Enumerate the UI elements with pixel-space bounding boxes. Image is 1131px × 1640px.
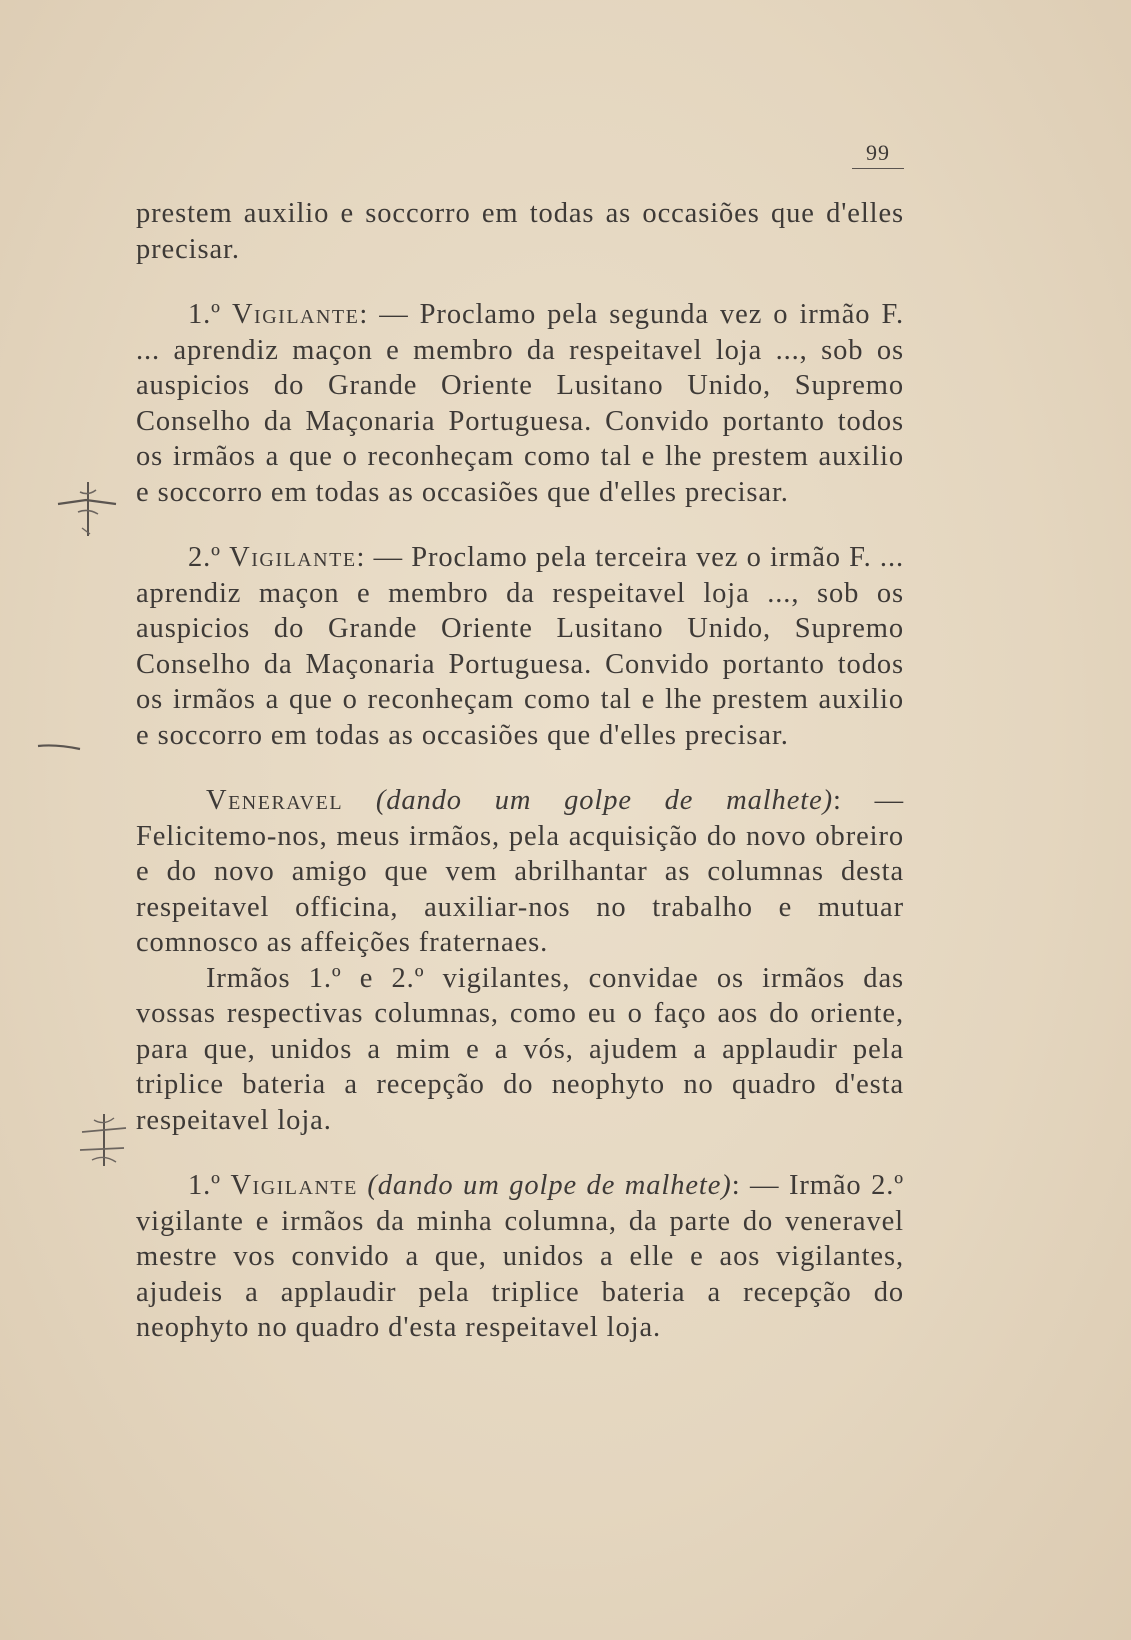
paragraph-continuation bbox=[136, 196, 904, 267]
stage-direction: (dando um golpe de malhete) bbox=[375, 785, 834, 816]
paragraph-vigilantes-invitation bbox=[136, 961, 904, 1139]
separator: : — bbox=[731, 1170, 789, 1201]
speaker-name: Veneravel bbox=[206, 785, 344, 816]
paragraph-first-vigilant-applause bbox=[136, 1168, 904, 1346]
paragraph-text: Proclamo pela terceira vez o irmão F. ... aprendiz maçon e membro da respeitavel loja ..., sob os auspicios do Grande Oriente Lusitano Unido, Supremo Conselho da Maçonaria Portuguesa. Convido portanto todos os irmãos a que o reconheçam como tal e lhe prestem auxilio e soccorro em todas as occasiões que d'elles precisar. bbox=[136, 542, 904, 751]
margin-ornament-icon bbox=[74, 1110, 132, 1170]
paragraph-text: Felicitemo-nos, meus irmãos, pela acquisição do novo obreiro e do novo amigo que vem abrilhantar as columnas desta respeitavel officina, auxiliar-nos no trabalho e mutuar comnosco as affeições fraternaes. bbox=[136, 820, 904, 958]
paragraph-veneravel bbox=[136, 783, 904, 961]
separator: : — bbox=[356, 542, 412, 573]
page-number: 99 bbox=[852, 140, 904, 169]
paragraph-first-vigilant bbox=[136, 297, 904, 510]
ordinal: 1.º bbox=[188, 299, 232, 330]
speaker-name: Vigilante bbox=[230, 1170, 358, 1201]
margin-ornament-icon bbox=[52, 478, 126, 542]
paragraph-text: Irmãos 1.º e 2.º vigilantes, convidae os irmãos das vossas respectivas columnas, como eu o faço aos do oriente, para que, unidos a mim e a vós, ajudem a applaudir pela triplice bateria a recepção do neophyto no quadro d'esta respeitavel loja. bbox=[136, 962, 904, 1136]
paragraph-text: Irmão 2.º vigilante e irmãos da minha columna, da parte do veneravel mestre vos convido a que, unidos a elle e aos vigilantes, ajudeis a applaudir pela triplice bateria a recepção do neophyto no quadro d'esta respeitavel loja. bbox=[136, 1170, 904, 1343]
separator: : — bbox=[833, 785, 905, 816]
paragraph-second-vigilant bbox=[136, 540, 904, 753]
stage-direction: (dando um golpe de malhete) bbox=[367, 1170, 732, 1201]
paragraph-text: prestem auxilio e soccorro em todas as occasiões que d'elles precisar. bbox=[136, 198, 904, 265]
separator: : — bbox=[359, 299, 420, 330]
ordinal: 2.º bbox=[188, 542, 230, 573]
margin-mark-icon bbox=[36, 740, 86, 754]
speaker-name: Vigilante bbox=[231, 299, 360, 330]
paragraph-text: Proclamo pela segunda vez o irmão F. ... aprendiz maçon e membro da respeitavel loja ..., sob os auspicios do Grande Oriente Lusitano Unido, Supremo Conselho da Maçonaria Portuguesa. Convido portanto todos os irmãos a que o reconheçam como tal e lhe prestem auxilio e soccorro em todas as occasiões que d'elles precisar. bbox=[136, 299, 904, 508]
body-text bbox=[136, 196, 904, 1346]
speaker-name: Vigilante bbox=[229, 542, 357, 573]
ordinal: 1.º bbox=[188, 1170, 231, 1201]
